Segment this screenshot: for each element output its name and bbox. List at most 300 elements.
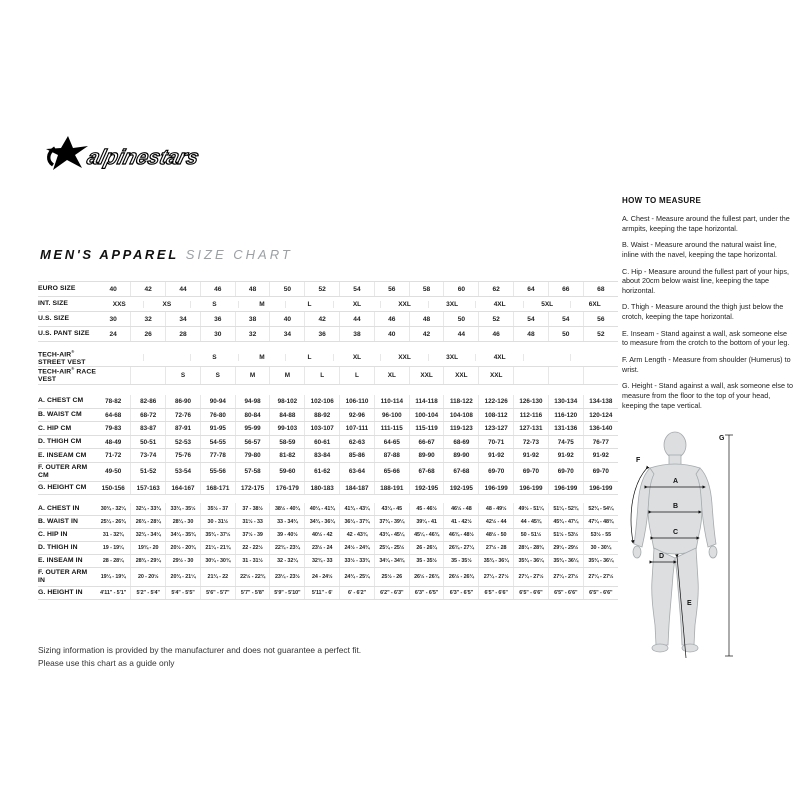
size-cell: 107-111 [340, 422, 375, 436]
measurement-figure [598, 430, 800, 662]
size-cell: 192-195 [444, 481, 479, 495]
row-label: G. HEIGHT CM [38, 481, 96, 495]
size-cell: 24 - 24½ [305, 568, 340, 587]
size-cell: 46¾ - 48½ [444, 529, 479, 542]
size-cell: 35 - 35½ [444, 555, 479, 568]
size-cell: 68-72 [131, 408, 166, 422]
size-cell: 5'7" - 5'8" [235, 587, 270, 600]
row-label: G. HEIGHT IN [38, 587, 96, 600]
size-cell: 28 [166, 327, 201, 342]
waist-label: B [673, 503, 679, 510]
size-cell: 33½ - 33¾ [340, 555, 375, 568]
size-cell: 157-163 [131, 481, 166, 495]
size-cell: 32 - 32¼ [270, 555, 305, 568]
size-cell: 76-77 [583, 435, 618, 449]
size-cell: 69-70 [479, 462, 514, 481]
size-cell: 100-104 [409, 408, 444, 422]
size-cell: XS [143, 301, 191, 308]
table-row [38, 282, 618, 297]
size-cell: 102-106 [305, 395, 340, 409]
size-cell: 120-124 [583, 408, 618, 422]
size-cell-group [96, 297, 618, 312]
size-cell: 38 [235, 312, 270, 327]
size-cell: 58-59 [270, 435, 305, 449]
row-label: EURO SIZE [38, 282, 96, 297]
size-cell: 150-156 [96, 481, 131, 495]
size-cell: 77-78 [200, 449, 235, 463]
size-cell: 35 - 35½ [409, 555, 444, 568]
size-cell: 42 [305, 312, 340, 327]
size-cell: 4XL [475, 354, 523, 361]
size-cell: 39 - 40½ [270, 529, 305, 542]
table-row [38, 462, 618, 481]
how-to-measure-panel [622, 196, 794, 417]
size-cell: 36¼ - 37¾ [340, 516, 375, 529]
size-cell: 35¾ - 36¼ [583, 555, 618, 568]
size-cell: 115-119 [409, 422, 444, 436]
size-cell: 34¾ - 36¼ [305, 516, 340, 529]
size-cell: 5'11" - 6' [305, 587, 340, 600]
size-cell: 55-56 [200, 462, 235, 481]
size-cell: 35½ - 37 [200, 503, 235, 516]
size-cell: 51¼ - 52¾ [548, 503, 583, 516]
size-cell: 22¾ - 23¼ [270, 542, 305, 555]
size-cell: 180-183 [305, 481, 340, 495]
size-cell: 27½ - 28 [479, 542, 514, 555]
size-cell: 6' - 6'2" [340, 587, 375, 600]
size-cell: 23¼ - 23½ [270, 568, 305, 587]
size-cell: 20¾ - 21¼ [166, 568, 201, 587]
size-cell: 30 - 30¼ [583, 542, 618, 555]
size-cell [96, 354, 143, 361]
size-cell: S [166, 367, 201, 385]
size-cell [523, 354, 571, 361]
size-cell: 50 [548, 327, 583, 342]
how-to-measure-item: D. Thigh - Measure around the thigh just below the crotch, keeping the tape horizontal. [622, 302, 784, 322]
body-silhouette [633, 432, 717, 652]
size-cell: 44 [340, 312, 375, 327]
table-row [38, 568, 618, 587]
size-cell: M [270, 367, 305, 385]
size-cell: 86-90 [166, 395, 201, 409]
page-title [40, 246, 293, 264]
size-cell: 48½ - 50 [479, 529, 514, 542]
size-chart-table [38, 281, 618, 600]
size-cell: 66 [548, 282, 583, 297]
size-cell: 91-92 [548, 449, 583, 463]
size-cell: 6'3" - 6'5" [409, 587, 444, 600]
size-cell: 56 [583, 312, 618, 327]
size-cell: 123-127 [479, 422, 514, 436]
size-cell: 28¼ - 30 [166, 516, 201, 529]
size-cell: 112-116 [514, 408, 549, 422]
inseam-label: E [687, 600, 692, 607]
size-cell: 75-76 [166, 449, 201, 463]
size-cell: 80-84 [235, 408, 270, 422]
size-cell: 41¾ - 43¼ [340, 503, 375, 516]
size-cell: 57-58 [235, 462, 270, 481]
page-title-main: MEN'S APPAREL [40, 247, 179, 262]
size-cell [131, 367, 166, 385]
size-cell: 67-68 [409, 462, 444, 481]
size-cell: 45¼ - 46¾ [409, 529, 444, 542]
size-cell: 32¼ - 33¾ [131, 503, 166, 516]
row-label: F. OUTER ARM CM [38, 462, 96, 481]
alpinestars-logo-svg [44, 134, 209, 180]
how-to-measure-list [622, 214, 794, 410]
size-cell: 5XL [523, 301, 571, 308]
size-cell: 27¼ - 27½ [514, 568, 549, 587]
size-cell: XXL [444, 367, 479, 385]
row-label: A. CHEST IN [38, 503, 96, 516]
size-cell: 42 [409, 327, 444, 342]
size-cell: 34 [270, 327, 305, 342]
size-cell: 72-76 [166, 408, 201, 422]
size-cell: 103-107 [305, 422, 340, 436]
hip-label: C [673, 529, 679, 536]
size-cell: 42 - 43¾ [340, 529, 375, 542]
size-cell: 52¾ - 54¼ [583, 503, 618, 516]
size-cell: 50-51 [131, 435, 166, 449]
size-cell: 168-171 [200, 481, 235, 495]
size-cell: 19¼ - 19¾ [96, 568, 131, 587]
size-cell: S [200, 367, 235, 385]
size-cell: 32¾ - 34¼ [131, 529, 166, 542]
size-cell: S [190, 354, 238, 361]
size-cell: 30 [200, 327, 235, 342]
size-cell: 67-68 [444, 462, 479, 481]
how-to-measure-item: C. Hip - Measure around the fullest part of your hips, about 20cm below waist line, keeping the tape horizontal. [622, 266, 789, 295]
size-cell: 60-61 [305, 435, 340, 449]
size-cell: 44 [444, 327, 479, 342]
row-label: A. CHEST CM [38, 395, 96, 409]
size-cell: 34 [166, 312, 201, 327]
size-cell: 92-96 [340, 408, 375, 422]
size-cell: 26½ - 26¾ [444, 568, 479, 587]
size-cell: 48 - 49½ [479, 503, 514, 516]
table-row [38, 555, 618, 568]
size-cell: 188-191 [374, 481, 409, 495]
row-label: INT. SIZE [38, 297, 96, 312]
size-cell: 69-70 [583, 462, 618, 481]
size-cell: 87-88 [374, 449, 409, 463]
disclaimer-line-2: Please use this chart as a guide only [38, 657, 175, 668]
how-to-measure-item: A. Chest - Measure around the fullest part, under the armpits, keeping the tape horizontal. [622, 214, 790, 233]
size-cell: 3XL [428, 354, 476, 361]
size-cell: 176-179 [270, 481, 305, 495]
size-cell: 6'2" - 6'3" [374, 587, 409, 600]
size-cell: 29¼ - 29½ [548, 542, 583, 555]
size-cell: 192-195 [409, 481, 444, 495]
size-cell: 68-69 [444, 435, 479, 449]
size-cell: 6XL [570, 301, 618, 308]
size-cell: XXL [409, 367, 444, 385]
size-cell: 37 - 38½ [235, 503, 270, 516]
size-cell: 54 [514, 312, 549, 327]
size-cell: 108-112 [479, 408, 514, 422]
size-cell: 4XL [475, 301, 523, 308]
size-cell: 37½ - 39 [235, 529, 270, 542]
size-cell: 73-74 [131, 449, 166, 463]
size-cell: 35¾ - 37½ [200, 529, 235, 542]
size-cell: 51½ - 53½ [548, 529, 583, 542]
size-cell: 43¼ - 45 [374, 503, 409, 516]
size-cell: 21¾ - 22 [200, 568, 235, 587]
size-cell: 6'5" - 6'6" [548, 587, 583, 600]
row-label: D. THIGH IN [38, 542, 96, 555]
table-row [38, 503, 618, 516]
size-cell: 53-54 [166, 462, 201, 481]
size-cell: 91-92 [514, 449, 549, 463]
size-cell: 90-94 [200, 395, 235, 409]
size-cell: 35¾ - 36¼ [514, 555, 549, 568]
size-cell: 48 [514, 327, 549, 342]
size-cell: 36 [305, 327, 340, 342]
size-cell: 35¾ - 36¼ [548, 555, 583, 568]
size-cell: 104-108 [444, 408, 479, 422]
size-cell: 39¼ - 41 [409, 516, 444, 529]
size-cell: 30¼ - 30¾ [200, 555, 235, 568]
size-cell: 81-82 [270, 449, 305, 463]
size-cell: 31 - 32¾ [96, 529, 131, 542]
size-cell: 83-87 [131, 422, 166, 436]
size-cell: 22½ - 22¾ [235, 568, 270, 587]
size-cell: 25¼ - 25½ [374, 542, 409, 555]
size-cell: 74-75 [548, 435, 583, 449]
page-title-sub: SIZE CHART [185, 247, 293, 262]
size-cell: 27¼ - 27½ [479, 568, 514, 587]
size-cell: 95-99 [235, 422, 270, 436]
size-cell: 50 [444, 312, 479, 327]
alpinestars-logo [44, 134, 209, 180]
size-cell: 196-199 [514, 481, 549, 495]
size-cell: 30¾ - 32¼ [96, 503, 131, 516]
how-to-measure-item: E. Inseam - Stand against a wall, ask someone else to measure from the crotch to the bottom of your leg. [622, 328, 790, 348]
size-cell: 48-49 [96, 435, 131, 449]
size-cell: 94-98 [235, 395, 270, 409]
size-cell: 25½ - 26 [374, 568, 409, 587]
size-cell: XXL [479, 367, 514, 385]
table-row [38, 395, 618, 409]
size-cell: 35¾ - 36¼ [479, 555, 514, 568]
size-cell: 43¾ - 45¼ [374, 529, 409, 542]
size-cell: 54-55 [200, 435, 235, 449]
size-cell: 52 [479, 312, 514, 327]
size-cell: 32 [131, 312, 166, 327]
size-cell: 111-115 [374, 422, 409, 436]
size-cell: M [238, 301, 286, 308]
size-cell: 28 - 28¼ [96, 555, 131, 568]
size-cell: 25¼ - 26¾ [96, 516, 131, 529]
size-cell: 91-92 [583, 449, 618, 463]
size-cell: 40¼ - 41¾ [305, 503, 340, 516]
size-cell [583, 367, 618, 385]
size-cell: 28¼ - 28¾ [514, 542, 549, 555]
size-cell: 110-114 [374, 395, 409, 409]
size-cell: 19¾ - 20 [131, 542, 166, 555]
size-cell: 49½ - 51¼ [514, 503, 549, 516]
size-cell: 64-68 [96, 408, 131, 422]
row-label: U.S. SIZE [38, 312, 96, 327]
size-cell: 136-140 [583, 422, 618, 436]
size-cell: 46 [374, 312, 409, 327]
table-row [38, 327, 618, 342]
size-cell: 84-88 [270, 408, 305, 422]
size-cell-group [96, 350, 618, 367]
size-cell: XXL [380, 354, 428, 361]
size-cell: 196-199 [583, 481, 618, 495]
size-cell: 30 - 31½ [200, 516, 235, 529]
row-label: F. OUTER ARM IN [38, 568, 96, 587]
size-cell: 126-130 [514, 395, 549, 409]
size-cell: 45 - 46½ [409, 503, 444, 516]
size-cell: 134-138 [583, 395, 618, 409]
size-cell: 79-83 [96, 422, 131, 436]
size-cell: 42½ - 44 [479, 516, 514, 529]
size-cell: 118-122 [444, 395, 479, 409]
alpinestars-star-icon [46, 136, 88, 170]
size-cell: 26¾ - 28¼ [131, 516, 166, 529]
size-cell: 70-71 [479, 435, 514, 449]
size-cell: 65-66 [374, 462, 409, 481]
size-cell: 196-199 [548, 481, 583, 495]
size-cell: 26 - 26¼ [409, 542, 444, 555]
size-cell: 54 [548, 312, 583, 327]
size-cell: 22 - 22½ [235, 542, 270, 555]
size-cell: 116-120 [548, 408, 583, 422]
size-cell: 38½ - 40¼ [270, 503, 305, 516]
size-cell: 59-60 [270, 462, 305, 481]
size-cell: 40 [96, 282, 131, 297]
size-cell: 62 [479, 282, 514, 297]
size-cell: XL [374, 367, 409, 385]
size-cell: 48 [409, 312, 444, 327]
table-row [38, 350, 618, 367]
how-to-measure-heading: HOW TO MEASURE [622, 196, 702, 205]
size-cell: 46½ - 48 [444, 503, 479, 516]
row-label: C. HIP IN [38, 529, 96, 542]
size-cell: L [305, 367, 340, 385]
size-cell: 19 - 19¼ [96, 542, 131, 555]
size-cell: 26½ - 26¾ [409, 568, 444, 587]
size-cell: 63-64 [340, 462, 375, 481]
size-cell: 45¾ - 47¼ [548, 516, 583, 529]
size-cell: 46 [200, 282, 235, 297]
size-cell: 64 [514, 282, 549, 297]
size-cell: 58 [409, 282, 444, 297]
size-cell: 91-95 [200, 422, 235, 436]
table-row [38, 435, 618, 449]
size-cell: 6'3" - 6'5" [444, 587, 479, 600]
size-cell: 33¾ - 35½ [166, 503, 201, 516]
size-cell: 82-86 [131, 395, 166, 409]
size-cell: 3XL [428, 301, 476, 308]
row-label: TECH-AIR® STREET VEST [38, 350, 96, 367]
size-cell: 78-82 [96, 395, 131, 409]
size-cell: 119-123 [444, 422, 479, 436]
size-cell: 127-131 [514, 422, 549, 436]
height-label: G [719, 435, 725, 442]
size-cell [96, 367, 131, 385]
size-cell: M [235, 367, 270, 385]
size-cell: 37¾ - 39¼ [374, 516, 409, 529]
thigh-label: D [659, 553, 665, 560]
size-cell: 62-63 [340, 435, 375, 449]
size-cell: 56-57 [235, 435, 270, 449]
size-cell: 4'11" - 5'1" [96, 587, 131, 600]
size-cell: 52-53 [166, 435, 201, 449]
size-cell: 24¾ - 25¼ [340, 568, 375, 587]
table-row [38, 481, 618, 495]
size-cell: 49-50 [96, 462, 131, 481]
size-cell: 51-52 [131, 462, 166, 481]
size-cell: 52 [305, 282, 340, 297]
size-cell: 31½ - 33 [235, 516, 270, 529]
row-label: E. INSEAM IN [38, 555, 96, 568]
size-cell: 196-199 [479, 481, 514, 495]
arm-label: F [636, 457, 641, 464]
size-cell: XL [333, 354, 381, 361]
size-cell: 114-118 [409, 395, 444, 409]
size-cell: 31 - 31½ [235, 555, 270, 568]
size-cell: 32 [235, 327, 270, 342]
size-cell: 71-72 [96, 449, 131, 463]
size-cell: 69-70 [548, 462, 583, 481]
size-cell: 60 [444, 282, 479, 297]
size-cell: 66-67 [409, 435, 444, 449]
size-cell: 87-91 [166, 422, 201, 436]
size-cell: 68 [583, 282, 618, 297]
size-cell: 61-62 [305, 462, 340, 481]
size-cell: 72-73 [514, 435, 549, 449]
size-cell: 53½ - 55 [583, 529, 618, 542]
table-row [38, 587, 618, 600]
size-cell: 64-65 [374, 435, 409, 449]
size-cell: 50 - 51½ [514, 529, 549, 542]
size-cell: 36 [200, 312, 235, 327]
size-cell: L [340, 367, 375, 385]
size-cell: 99-103 [270, 422, 305, 436]
table-row [38, 312, 618, 327]
size-cell: 24 [96, 327, 131, 342]
how-to-measure-item: G. Height - Stand against a wall, ask someone else to measure from the floor to the top of your head, keeping the tape vertical. [622, 381, 793, 410]
size-cell: 24½ - 24¾ [340, 542, 375, 555]
row-label: TECH-AIR® RACE VEST [38, 366, 96, 384]
size-cell: 30 [96, 312, 131, 327]
size-cell: 98-102 [270, 395, 305, 409]
size-cell: 89-90 [409, 449, 444, 463]
size-cell: 54 [340, 282, 375, 297]
size-cell: 48 [235, 282, 270, 297]
size-cell: 47¼ - 48¾ [583, 516, 618, 529]
size-cell: 20½ - 20¾ [166, 542, 201, 555]
size-cell: 40 [374, 327, 409, 342]
row-label: B. WAIST CM [38, 408, 96, 422]
row-label: C. HIP CM [38, 422, 96, 436]
size-cell: 26 [131, 327, 166, 342]
size-cell: 83-84 [305, 449, 340, 463]
size-cell: 32¾ - 33 [305, 555, 340, 568]
table-row [38, 529, 618, 542]
size-cell [570, 354, 618, 361]
table-row [38, 367, 618, 385]
size-cell: 5'2" - 5'4" [131, 587, 166, 600]
size-cell: 184-187 [340, 481, 375, 495]
table-row [38, 408, 618, 422]
size-cell: 56 [374, 282, 409, 297]
table-row [38, 422, 618, 436]
size-cell: S [190, 301, 238, 308]
